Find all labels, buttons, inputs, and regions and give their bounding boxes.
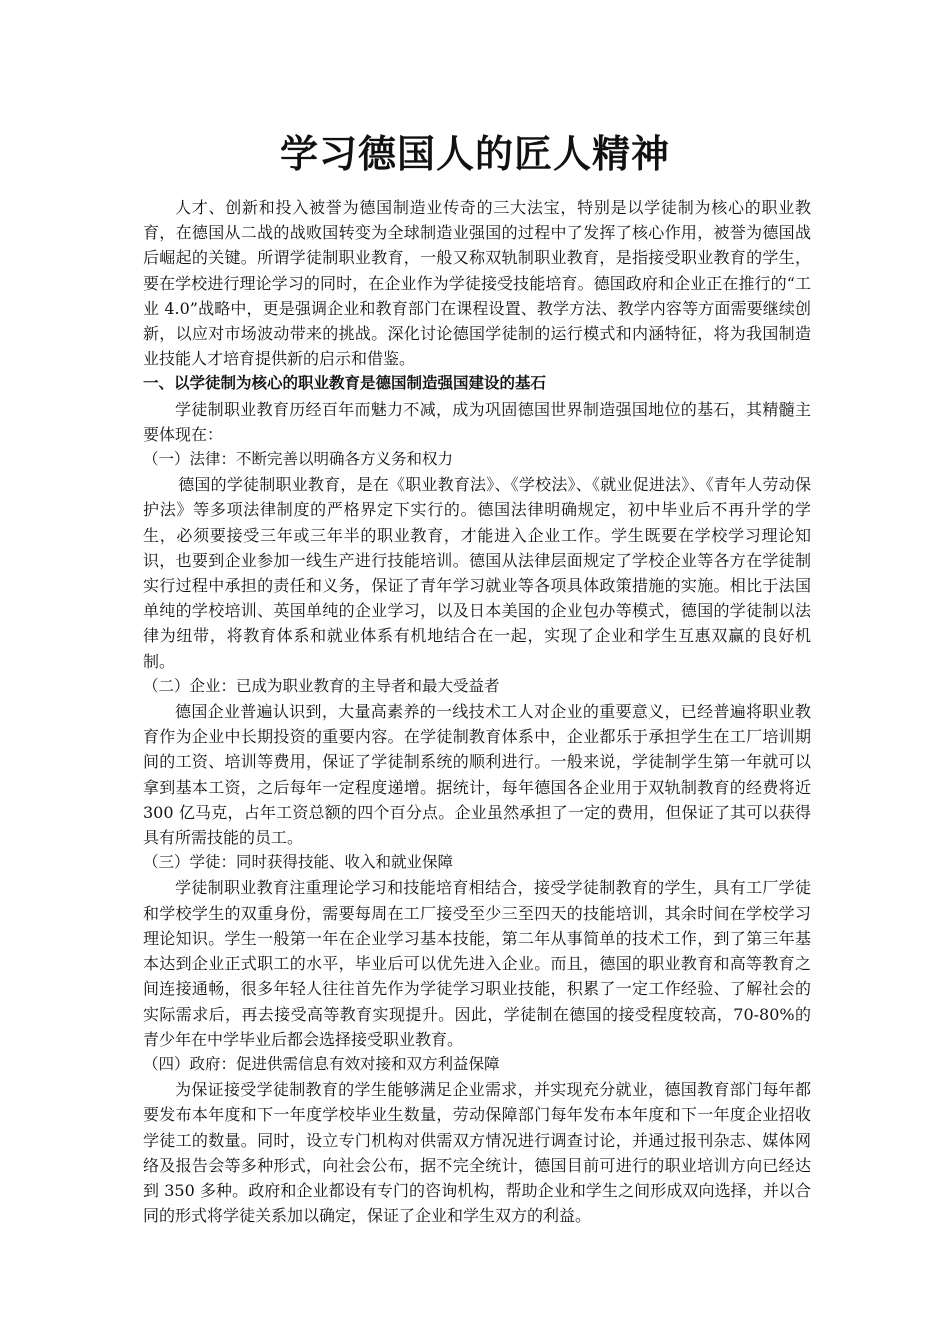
subheading-enterprise: （二）企业：已成为职业教育的主导者和最大受益者 <box>143 676 500 695</box>
section-heading-1: 一、以学徒制为核心的职业教育是德国制造强国建设的基石 <box>143 374 547 393</box>
document-title: 学习德国人的匠人精神 <box>279 132 670 176</box>
paragraph-government: 为保证接受学徒制教育的学生能够满足企业需求，并实现充分就业，德国教育部门每年都要发布本年度和下一年度学校毕业生数量，劳动保障部门每年发布本年度和下一年度企业招收学徒工的数量。同时，设立专门机构对供需双方情况进行调查讨论，并通过报刊杂志、媒体网络及报告会等多种形式，向社会公布，据不完全统计，德国目前可进行的职业培训方向已经达到 350 多种。政府和企业都设有专门的咨询机构，帮助企业和学生之间形成双向选择，并以合同的形式将学徒关系加以确定，保证了企业和学生双方的利益。 <box>143 1080 811 1226</box>
subheading-apprentice: （三）学徒：同时获得技能、收入和就业保障 <box>143 853 454 872</box>
document-body <box>143 195 811 1228</box>
subheading-government: （四）政府：促进供需信息有效对接和双方利益保障 <box>143 1054 500 1073</box>
paragraph-law: 德国的学徒制职业教育，是在《职业教育法》、《学校法》、《就业促进法》、《青年人劳动保护法》等多项法律制度的严格界定下实行的。德国法律明确规定，初中毕业后不再升学的学生，必须要接受三年或三年半的职业教育，才能进入企业工作。学生既要在学校学习理论知识，也要到企业参加一线生产进行技能培训。德国从法律层面规定了学校企业等各方在学徒制实行过程中承担的责任和义务，保证了青年学习就业等各项具体政策措施的实施。相比于法国单纯的学校培训、英国单纯的企业学习，以及日本美国的企业包办等模式，德国的学徒制以法律为纽带，将教育体系和就业体系有机地结合在一起，实现了企业和学生互惠双赢的良好机制。 <box>143 475 811 671</box>
subheading-law: （一）法律：不断完善以明确各方义务和权力 <box>143 450 454 469</box>
paragraph-enterprise: 德国企业普遍认识到，大量高素养的一线技术工人对企业的重要意义，已经普遍将职业教育作为企业中长期投资的重要内容。在学徒制教育体系中，企业都乐于承担学生在工厂培训期间的工资、培训等费用，保证了学徒制系统的顺利进行。一般来说，学徒制学生第一年就可以拿到基本工资，之后每年一定程度递增。据统计，每年德国各企业用于双轨制教育的经费将近 300 亿马克，占年工资总额的四个百分点。企业虽然承担了一定的费用，但保证了其可以获得具有所需技能的员工。 <box>143 702 811 848</box>
intro-paragraph: 人才、创新和投入被誉为德国制造业传奇的三大法宝，特别是以学徒制为核心的职业教育，在德国从二战的战败国转变为全球制造业强国的过程中了发挥了核心作用，被誉为德国战后崛起的关键。所谓学徒制职业教育，一般又称双轨制职业教育，是指接受职业教育的学生，要在学校进行理论学习的同时，在企业作为学徒接受技能培育。德国政府和企业正在推行的“工业 4.0”战略中，更是强调企业和教育部门在课程设置、教学方法、教学内容等方面需要继续创新，以应对市场波动带来的挑战。深化讨论德国学徒制的运行模式和内涵特征，将为我国制造业技能人才培育提供新的启示和借鉴。 <box>143 198 811 369</box>
paragraph-apprentice: 学徒制职业教育注重理论学习和技能培育相结合，接受学徒制教育的学生，具有工厂学徒和学校学生的双重身份，需要每周在工厂接受至少三至四天的技能培训，其余时间在学校学习理论知识。学生一般第一年在企业学习基本技能，第二年从事简单的技术工作，到了第三年基本达到企业正式职工的水平，毕业后可以优先进入企业。而且，德国的职业教育和高等教育之间连接通畅，很多年轻人往往首先作为学徒学习职业技能，积累了一定工作经验、了解社会的实际需求后，再去接受高等教育实现提升。因此，学徒制在德国的接受程度较高，70-80%的青少年在中学毕业后都会选择接受职业教育。 <box>143 878 811 1049</box>
section-intro-paragraph: 学徒制职业教育历经百年而魅力不减，成为巩固德国世界制造强国地位的基石，其精髓主要体现在： <box>143 399 811 444</box>
